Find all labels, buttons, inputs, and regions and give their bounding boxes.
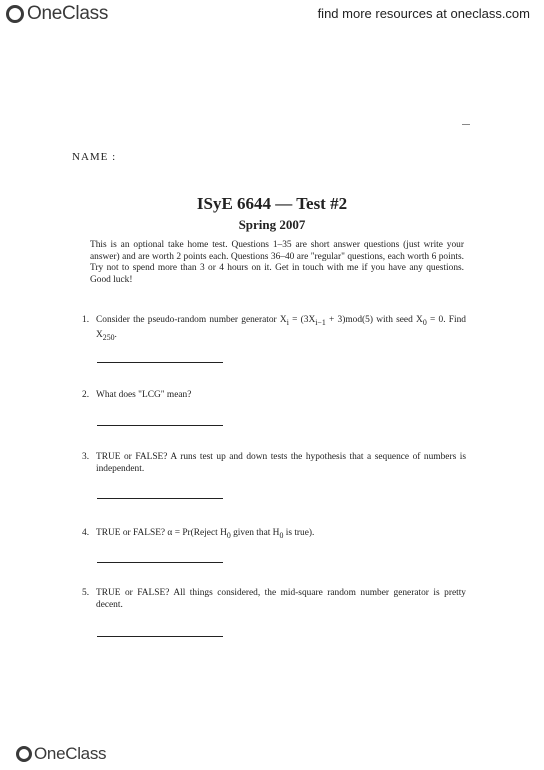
oneclass-logo[interactable] <box>6 3 108 25</box>
test-title: ISyE 6644 — Test #2 <box>196 194 348 213</box>
question-number: 2. <box>82 390 90 400</box>
oneclass-logo-icon <box>16 746 32 762</box>
name-field-label: NAME : <box>72 151 117 163</box>
question-text: TRUE or FALSE? All things considered, the mid-square random number generator is pretty decent. <box>96 588 466 610</box>
question-4 <box>82 527 466 542</box>
question-number: 3. <box>82 452 90 462</box>
question-number: 5. <box>82 588 90 598</box>
top-bar <box>0 0 544 30</box>
question-text: Consider the pseudo-random number generator $X_i = (3X_{i-1} + 3)mod(5)$ with seed $X_0 = 0$. Find $X_{250}$. <box>96 315 466 342</box>
question-text: TRUE or FALSE? A runs test up and down tests the hypothesis that a sequence of numbers is independent. <box>96 452 466 474</box>
resources-link[interactable]: find more resources at oneclass.com <box>317 6 530 21</box>
footer-logo-text: OneClass <box>34 744 107 763</box>
answer-line-5 <box>97 636 223 637</box>
logo-text: OneClass <box>27 3 109 24</box>
instructions-paragraph: This is an optional take home test. Questions 1–35 are short answer questions (just write your answer) and are worth 2 points each. Questions 36–40 are "regular" questions, each worth 6 points. Try not to spend more than 3 or 4 hours on it. Get in touch with me if you have any questions. Good luck! <box>90 240 464 285</box>
answer-line-1 <box>97 362 223 363</box>
oneclass-logo-icon <box>6 5 24 23</box>
question-text: TRUE or FALSE? α = Pr(Reject $H_0$ given that $H_0$ is true). <box>96 528 315 540</box>
question-number: 4. <box>82 528 90 538</box>
answer-line-2 <box>97 425 223 426</box>
question-number: 1. <box>82 315 90 325</box>
test-subtitle: Spring 2007 <box>238 217 306 232</box>
scan-mark <box>462 124 470 125</box>
answer-line-3 <box>97 498 223 499</box>
answer-line-4 <box>97 562 223 563</box>
question-2 <box>82 389 466 401</box>
question-3 <box>82 451 466 475</box>
question-5 <box>82 587 466 611</box>
question-text: What does "LCG" mean? <box>96 390 192 400</box>
footer-logo[interactable] <box>16 744 106 764</box>
question-1 <box>82 314 466 344</box>
